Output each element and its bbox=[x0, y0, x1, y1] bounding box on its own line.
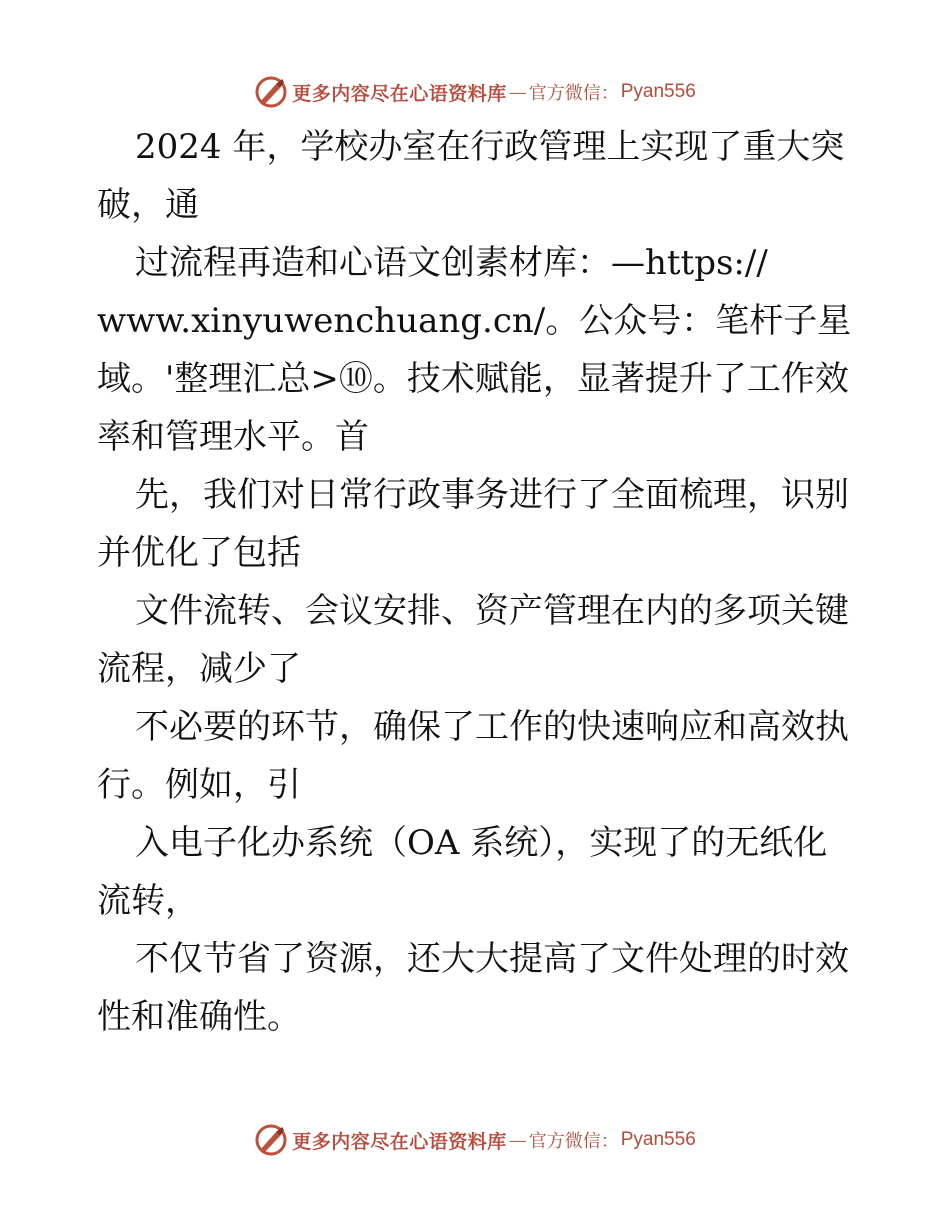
pen-logo-icon bbox=[254, 1123, 288, 1157]
body-line: 行。例如，引 bbox=[97, 765, 301, 805]
body-line: 率和管理水平。首 bbox=[97, 417, 369, 457]
body-line: 先，我们对日常行政事务进行了全面梳理，识别 bbox=[135, 475, 849, 515]
body-line: 过流程再造和心语文创素材库：—https:// bbox=[135, 243, 768, 283]
header-wechat-label: 官方微信： bbox=[528, 83, 619, 104]
body-line: 流程，减少了 bbox=[97, 649, 301, 689]
body-line: 入电子化办系统（OA 系统），实现了的无纸化 bbox=[135, 823, 828, 863]
pen-logo-icon bbox=[254, 75, 288, 109]
document-body bbox=[97, 118, 857, 1046]
body-line: 并优化了包括 bbox=[97, 533, 301, 573]
footer-wechat-id: Pyan556 bbox=[620, 1129, 696, 1150]
body-line: 文件流转、会议安排、资产管理在内的多项关键 bbox=[135, 591, 849, 631]
body-line: 不仅节省了资源，还大大提高了文件处理的时效 bbox=[135, 939, 849, 979]
footer-brand: 更多内容尽在心语资料库 bbox=[292, 1130, 507, 1153]
header-wechat-id: Pyan556 bbox=[620, 81, 696, 102]
header-brand: 更多内容尽在心语资料库 bbox=[292, 82, 507, 105]
body-line: 不必要的环节，确保了工作的快速响应和高效执 bbox=[135, 707, 849, 747]
footer-banner bbox=[0, 1120, 950, 1160]
body-line: 性和准确性。 bbox=[97, 997, 301, 1037]
body-line: 域。'整理汇总>⑩。技术赋能，显著提升了工作效 bbox=[97, 359, 849, 399]
body-line: 2024 年，学校办室在行政管理上实现了重大突 bbox=[135, 127, 845, 167]
body-line: 破，通 bbox=[97, 185, 199, 225]
header-dash: — bbox=[508, 81, 527, 103]
body-line: 流转， bbox=[97, 881, 199, 921]
body-line: www.xinyuwenchuang.cn/。公众号：笔杆子星 bbox=[97, 301, 852, 341]
header-banner bbox=[0, 72, 950, 112]
footer-dash: — bbox=[508, 1129, 527, 1151]
footer-wechat-label: 官方微信： bbox=[528, 1131, 619, 1152]
